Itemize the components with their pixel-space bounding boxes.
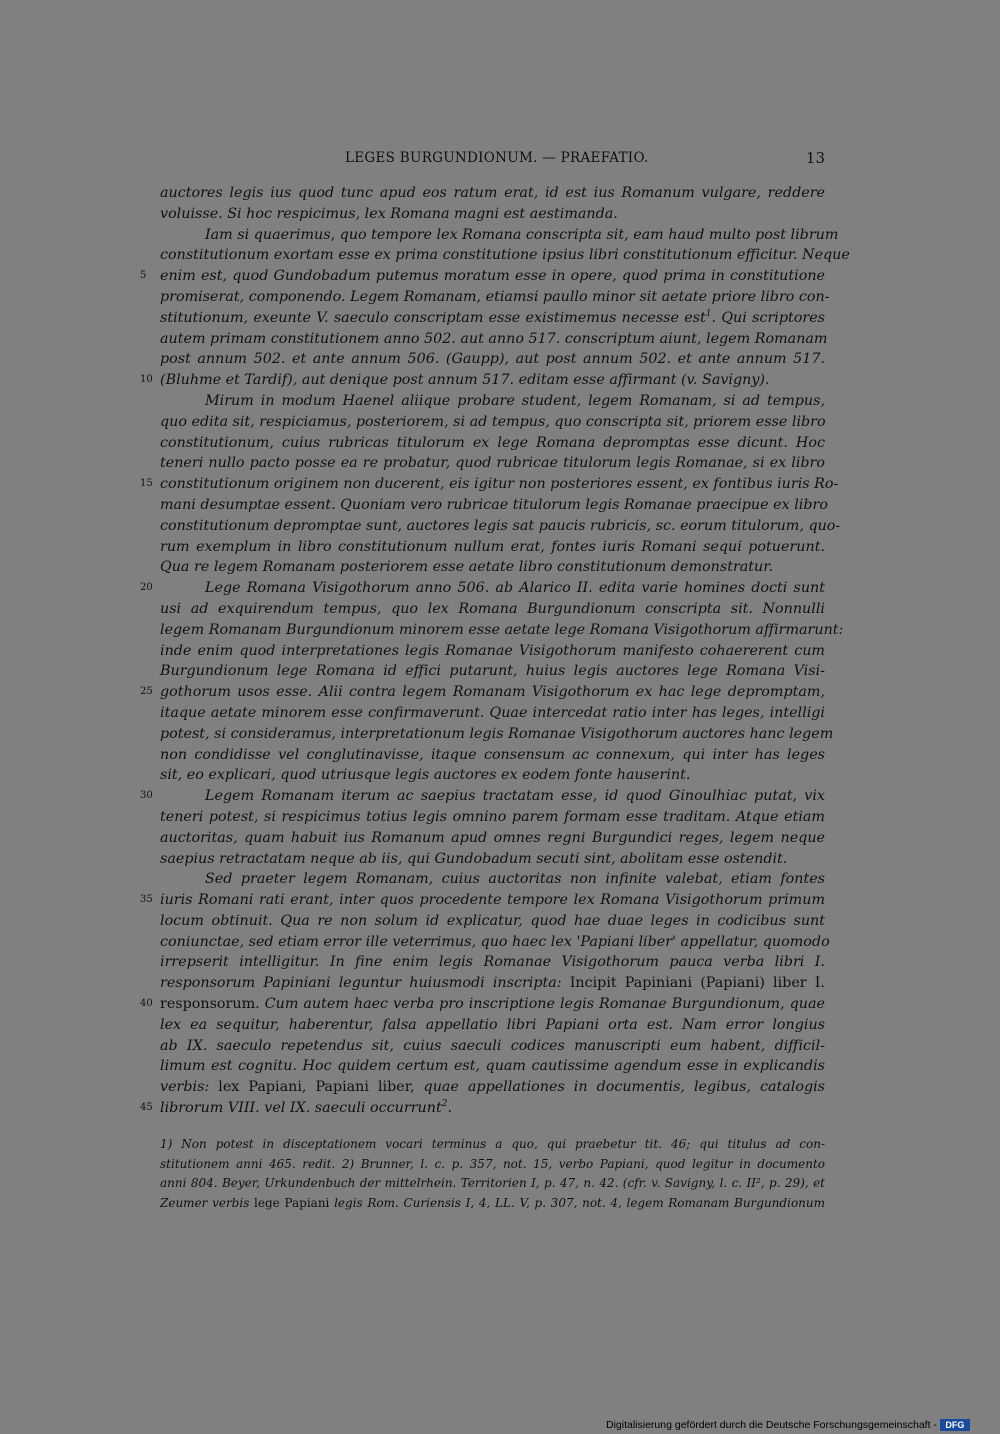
- text-line: [160, 973, 825, 994]
- text-line: auctoritas, quam habuit ius Romanum apud omnes regni Burgundici reges, legem neque: [160, 829, 825, 846]
- text-line: itaque aetate minorem esse confirmaverunt. Quae intercedat ratio inter has leges, intelligi: [160, 704, 825, 721]
- text-segment: responsorum Papiniani leguntur huiusmodi inscripta:: [160, 975, 570, 992]
- text-line: non condidisse vel conglutinavisse, itaque consensum ac connexum, qui inter has leges: [160, 746, 825, 763]
- dfg-logo-icon: DFG: [940, 1419, 970, 1431]
- text-segment: Zeumer verbis: [160, 1195, 255, 1210]
- text-line: quo edita sit, respiciamus, posteriorem, si ad tempus, quo conscripta sit, priorem esse libro: [160, 413, 826, 430]
- line-number: 25: [140, 686, 153, 698]
- credit-text: Digitalisierung gefördert durch die Deutsche Forschungsgemeinschaft -: [606, 1418, 937, 1431]
- text-line: usi ad exquirendum tempus, quo lex Romana Burgundionum conscripta sit. Nonnulli: [160, 600, 825, 617]
- line-number: 10: [140, 374, 153, 386]
- text-segment: Legem Romanam iterum ac saepius tractatam esse, id quod Ginoulhiac putat, vix: [205, 788, 825, 805]
- text-line: [140, 994, 825, 1015]
- text-line: auctores legis ius quod tunc apud eos ratum erat, id est ius Romanum vulgare, reddere: [160, 185, 825, 201]
- text-line: ab IX. saeculo repetendus sit, cuius saeculi codices manuscripti eum habent, difficil-: [160, 1037, 825, 1054]
- text-segment: gothorum usos esse. Alii contra legem Romanam Visigothorum ex hac lege depromptam,: [160, 684, 825, 701]
- text-line: post annum 502. et ante annum 506. (Gaupp), aut post annum 502. et ante annum 517.: [160, 351, 825, 368]
- text-line: limum est cognitu. Hoc quidem certum est, quam cautissime agendum esse in explicandis: [160, 1058, 825, 1075]
- quoted-inscription: Incipit Papiniani (Papiani) liber I.: [569, 975, 825, 992]
- text-line: promiserat, componendo. Legem Romanam, etiamsi paullo minor sit aetate priore libro con-: [160, 288, 830, 305]
- text-segment: enim est, quod Gundobadum putemus moratum esse in opere, quod prima in constitutione: [160, 268, 825, 285]
- text-segment: .: [447, 1100, 452, 1117]
- text-line: legem Romanam Burgundionum minorem esse aetate lege Romana Visigothorum affirmarunt:: [160, 621, 844, 638]
- line-number: 40: [140, 998, 153, 1010]
- text-segment: legis Rom. Curiensis I, 4, LL. V, p. 307, not. 4, legem Romanam Burgundionum: [329, 1195, 826, 1210]
- digitization-credit: [606, 1418, 970, 1431]
- text-segment: . Qui scriptores: [711, 309, 825, 326]
- line-number: 15: [140, 478, 153, 490]
- footnote-line: 1) Non potest in disceptationem vocari terminus a quo, qui praebetur tit. 46; qui titulus ad con-: [160, 1137, 825, 1151]
- line-number: 5: [140, 270, 147, 282]
- text-line: potest, si consideramus, interpretationum legis Romanae Visigothorum auctores hanc legem: [160, 725, 834, 742]
- footnote-ref: 1: [705, 309, 712, 320]
- text-segment: verbis:: [160, 1079, 219, 1096]
- text-line: [140, 786, 825, 807]
- footnote-ref: 2: [441, 1099, 448, 1110]
- text-line: rum exemplum in libro constitutionum nullum erat, fontes iuris Romani sequi potuerunt.: [160, 538, 825, 555]
- text-line: Qua re legem Romanam posteriorem esse aetate libro constitutionum demonstratur.: [160, 559, 774, 576]
- quoted-inscription: responsorum.: [160, 996, 260, 1013]
- line-number: 45: [140, 1102, 153, 1114]
- text-line: [140, 266, 825, 287]
- quoted-term: lege Papiani: [254, 1195, 330, 1210]
- text-segment: Cum autem haec verba pro inscriptione legis Romanae Burgundionum, quae: [259, 996, 825, 1013]
- footnote-line: [160, 1194, 825, 1214]
- text-line: [140, 1098, 825, 1119]
- text-line: sit, eo explicari, quod utriusque legis auctores ex eodem fonte hauserint.: [160, 767, 691, 784]
- text-segment: librorum VIII. vel IX. saeculi occurrunt: [160, 1100, 442, 1117]
- text-line: locum obtinuit. Qua re non solum id explicatur, quod hae duae leges in codicibus sunt: [160, 912, 825, 929]
- main-text: [140, 183, 850, 1119]
- text-line: [160, 308, 825, 329]
- text-line: mani desumptae essent. Quoniam vero rubricae titulorum legis Romanae praecipue ex libro: [160, 496, 828, 513]
- text-line: inde enim quod interpretationes legis Romanae Visigothorum manifesto cohaererent cum: [160, 642, 825, 659]
- text-line: voluisse. Si hoc respicimus, lex Romana magni est aestimanda.: [160, 205, 618, 222]
- text-line: teneri nullo pacto posse ea re probatur, quod rubricae titulorum legis Romanae, si ex libro: [160, 455, 825, 472]
- footnotes: [160, 1135, 825, 1213]
- text-line: Sed praeter legem Romanam, cuius auctoritas non infinite valebat, etiam fontes: [205, 871, 825, 888]
- text-segment: (Bluhme et Tardif), aut denique post annum 517. editam esse affirmant (v. Savigny).: [160, 372, 770, 389]
- text-line: lex ea sequitur, haberentur, falsa appellatio libri Papiani orta est. Nam error longius: [160, 1016, 825, 1033]
- line-number: 30: [140, 790, 153, 802]
- line-number: 20: [140, 582, 153, 594]
- text-line: [140, 682, 825, 703]
- quoted-term: lex Papiani, Papiani liber,: [218, 1079, 415, 1096]
- footnote-line: anni 804. Beyer, Urkundenbuch der mittelrhein. Territorien I, p. 47, n. 42. (cfr. v. Savigny, l. c. II², p. 29), et: [160, 1176, 825, 1190]
- text-line: coniunctae, sed etiam error ille veterrimus, quo haec lex 'Papiani liber' appellatur, quomodo: [160, 933, 830, 950]
- page-number: 13: [805, 149, 825, 167]
- text-line: saepius retractatam neque ab iis, qui Gundobadum secuti sint, abolitam esse ostendit.: [160, 850, 788, 867]
- footnote-line: stitutionem anni 465. redit. 2) Brunner, l. c. p. 357, not. 15, verbo Papiani, quod legitur in documento: [160, 1156, 825, 1171]
- text-line: constitutionum, cuius rubricas titulorum ex lege Romana depromptas esse dicunt. Hoc: [160, 434, 825, 451]
- text-line: [140, 474, 839, 495]
- text-line: irrepserit intelligitur. In fine enim legis Romanae Visigothorum pauca verba libri I.: [160, 954, 825, 971]
- text-segment: Lege Romana Visigothorum anno 506. ab Alarico II. edita varie homines docti sunt: [205, 580, 825, 597]
- text-segment: iuris Romani rati erant, inter quos procedente tempore lex Romana Visigothorum primum: [160, 892, 825, 909]
- running-title: LEGES BURGUNDIONUM. — PRAEFATIO.: [345, 150, 649, 166]
- text-line: [140, 370, 825, 391]
- text-segment: constitutionum originem non ducerent, eis igitur non posteriores essent, ex fontibus iuris Ro-: [160, 476, 839, 493]
- text-line: Burgundionum lege Romana id effici putarunt, huius legis auctores lege Romana Visi-: [160, 663, 825, 680]
- text-line: teneri potest, si respicimus totius legis omnino parem formam esse traditam. Atque etiam: [160, 808, 825, 825]
- text-line: [140, 890, 825, 911]
- text-line: Mirum in modum Haenel aliique probare student, legem Romanam, si ad tempus,: [205, 392, 825, 409]
- line-number: 35: [140, 894, 153, 906]
- page-header: [160, 150, 825, 170]
- text-segment: quae appellationes in documentis, legibus, catalogis: [414, 1079, 826, 1096]
- text-line: [160, 1077, 825, 1098]
- text-line: [140, 578, 825, 599]
- text-line: autem primam constitutionem anno 502. aut anno 517. conscriptum aiunt, legem Romanam: [160, 330, 828, 347]
- text-line: constitutionum exortam esse ex prima constitutione ipsius libri constitutionum efficitur. Neque: [160, 247, 850, 264]
- text-segment: stitutionum, exeunte V. saeculo conscriptam esse existimemus necesse est: [160, 309, 706, 326]
- text-line: constitutionum depromptae sunt, auctores legis sat paucis rubricis, sc. eorum titulorum, quo-: [160, 517, 841, 534]
- text-line: Iam si quaerimus, quo tempore lex Romana conscripta sit, eam haud multo post librum: [205, 226, 839, 243]
